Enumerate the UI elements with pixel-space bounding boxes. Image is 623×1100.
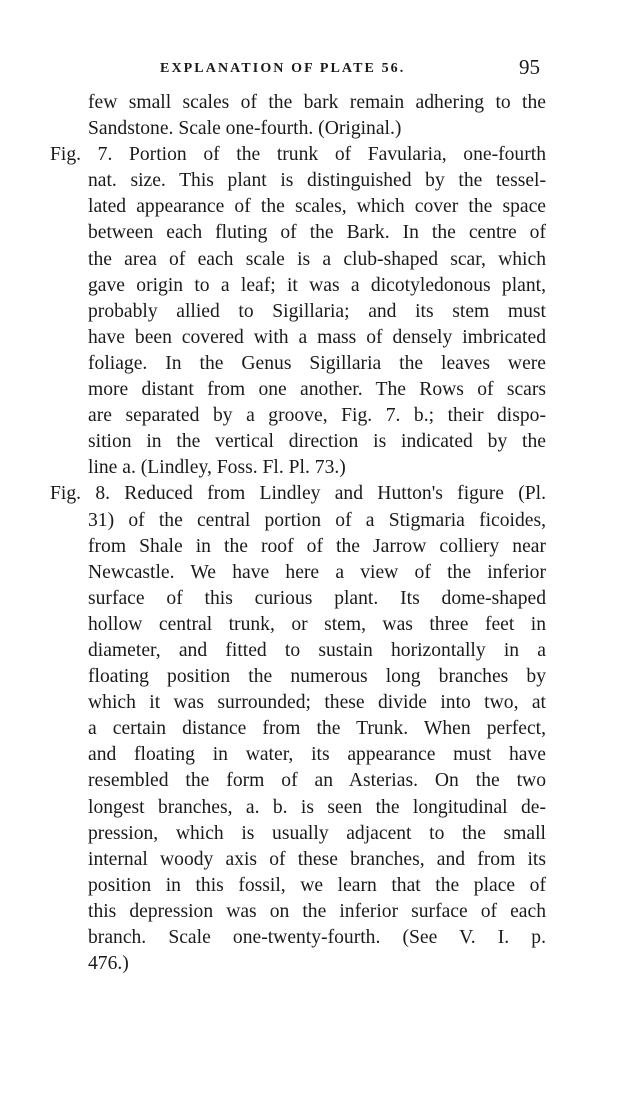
line-text: gave origin to a leaf; it was a dicotyledonous plant, <box>88 274 546 296</box>
line-text: resembled the form of an Asterias. On the two <box>88 770 546 792</box>
line-text: a certain distance from the Trunk. When perfect, <box>88 718 546 740</box>
text-line <box>0 90 623 116</box>
text-line <box>0 899 623 925</box>
text-line <box>0 560 623 586</box>
text-line <box>0 586 623 612</box>
figure-entry-line <box>0 481 623 507</box>
text-line <box>0 821 623 847</box>
line-text: from Shale in the roof of the Jarrow colliery near <box>88 535 546 557</box>
line-text: branch. Scale one-twenty-fourth. (See V. I. p. <box>88 927 546 948</box>
line-text: nat. size. This plant is distinguished by the tessel- <box>88 170 546 192</box>
figure-entry-line <box>0 142 623 168</box>
line-text: lated appearance of the scales, which cover the space <box>88 196 546 218</box>
text-line <box>0 534 623 560</box>
text-line <box>0 508 623 534</box>
text-line <box>0 429 623 455</box>
text-line <box>0 299 623 325</box>
line-text: diameter, and fitted to sustain horizontally in a <box>88 639 546 661</box>
line-text: this depression was on the inferior surface of each <box>88 900 546 922</box>
text-line <box>0 194 623 220</box>
text-line <box>0 455 623 481</box>
line-text: 476.) <box>88 953 129 975</box>
line-text: Newcastle. We have here a view of the inferior <box>88 561 546 583</box>
text-line <box>0 220 623 246</box>
line-text: Fig. 8. Reduced from Lindley and Hutton's figure (Pl. <box>50 483 546 505</box>
line-text: Sandstone. Scale one-fourth. (Original.) <box>88 118 402 140</box>
line-text: the area of each scale is a club-shaped scar, which <box>88 248 546 270</box>
line-text: hollow central trunk, or stem, was three feet in <box>88 613 546 635</box>
text-line <box>0 612 623 638</box>
line-text: are separated by a groove, Fig. 7. b.; their dispo- <box>88 405 546 427</box>
text-line <box>0 768 623 794</box>
line-text: longest branches, a. b. is seen the longitudinal de- <box>88 796 546 818</box>
text-line <box>0 351 623 377</box>
line-text: floating position the numerous long branches by <box>88 666 546 688</box>
text-line <box>0 638 623 664</box>
text-line <box>0 873 623 899</box>
line-text: pression, which is usually adjacent to the small <box>88 822 546 844</box>
line-text: line a. (Lindley, Foss. Fl. Pl. 73.) <box>88 457 346 479</box>
text-line <box>0 377 623 403</box>
text-line <box>0 847 623 873</box>
text-line <box>0 742 623 768</box>
running-head <box>0 56 623 82</box>
line-text: foliage. In the Genus Sigillaria the leaves were <box>88 352 546 374</box>
line-text: between each fluting of the Bark. In the centre of <box>88 222 546 244</box>
text-line <box>0 925 623 951</box>
line-text: 31) of the central portion of a Stigmaria ficoides, <box>88 509 546 531</box>
text-line <box>0 116 623 142</box>
running-title: EXPLANATION OF PLATE 56. <box>160 61 406 76</box>
explanation-text <box>0 90 623 977</box>
text-line <box>0 795 623 821</box>
text-line <box>0 168 623 194</box>
text-line <box>0 951 623 977</box>
text-line <box>0 690 623 716</box>
text-line <box>0 325 623 351</box>
line-text: more distant from one another. The Rows of scars <box>88 379 546 401</box>
text-line <box>0 247 623 273</box>
text-line <box>0 273 623 299</box>
line-text: and floating in water, its appearance must have <box>88 744 546 766</box>
line-text: sition in the vertical direction is indicated by the <box>88 431 546 453</box>
line-text: few small scales of the bark remain adhering to the <box>88 92 546 113</box>
line-text: Fig. 7. Portion of the trunk of Favularia, one-fourth <box>50 144 546 166</box>
line-text: have been covered with a mass of densely imbricated <box>88 326 546 348</box>
text-line <box>0 664 623 690</box>
line-text: probably allied to Sigillaria; and its stem must <box>88 300 546 322</box>
text-line <box>0 403 623 429</box>
line-text: internal woody axis of these branches, and from its <box>88 848 546 870</box>
line-text: surface of this curious plant. Its dome-shaped <box>88 587 546 609</box>
page-number: 95 <box>519 55 540 79</box>
line-text: position in this fossil, we learn that the place of <box>88 874 546 896</box>
line-text: which it was surrounded; these divide into two, at <box>88 692 546 714</box>
text-line <box>0 716 623 742</box>
